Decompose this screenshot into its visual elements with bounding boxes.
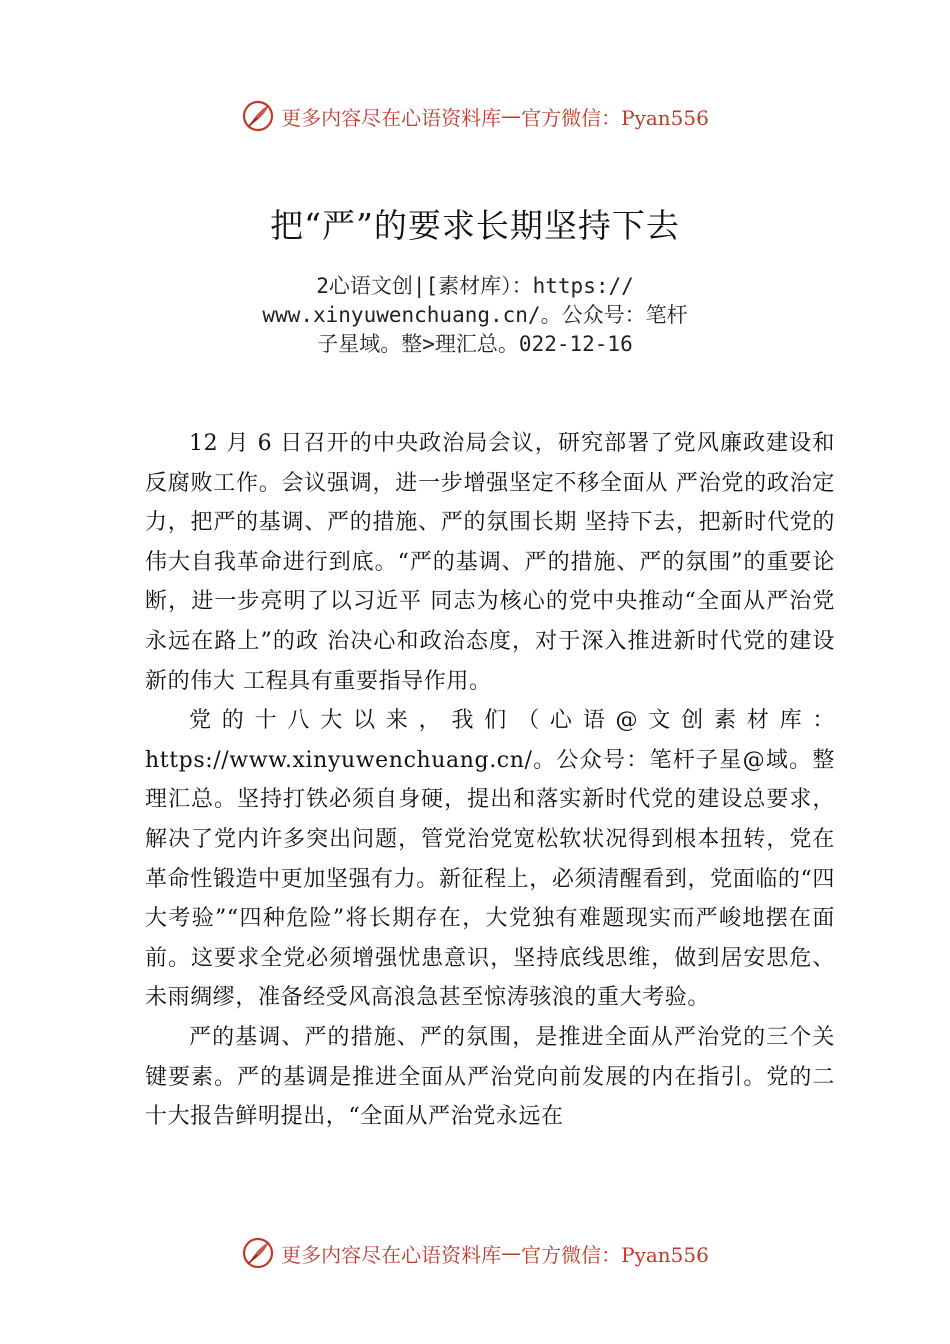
header-banner bbox=[0, 91, 950, 141]
source-line: 2心语文创|[素材库）：https:// bbox=[316, 274, 634, 298]
banner-text: 更多内容尽在心语资料库 bbox=[281, 1242, 502, 1267]
feather-pen-logo-icon bbox=[241, 1236, 275, 1270]
paragraph: 严的基调、严的措施、严的氛围，是推进全面从严治党的三个关键要素。严的基调是推进全面从严治党向前发展的内在指引。党的二十大报告鲜明提出，“全面从严治党永远在 bbox=[145, 1024, 835, 1130]
banner-text: 更多内容尽在心语资料库 bbox=[281, 105, 502, 130]
document-title: 把“严”的要求长期坚持下去 bbox=[270, 206, 680, 245]
footer-banner bbox=[0, 1228, 950, 1278]
banner-wechat: 官方微信：Pyan556 bbox=[521, 1242, 709, 1267]
article-body bbox=[145, 424, 835, 1137]
source-note bbox=[0, 272, 950, 359]
source-line: www.xinyuwenchuang.cn/。公众号：笔杆 bbox=[262, 303, 688, 327]
paragraph: 12 月 6 日召开的中央政治局会议，研究部署了党风廉政建设和反腐败工作。会议强调，进一步增强坚定不移全面从 严治党的政治定力，把严的基调、严的措施、严的氛围长期 坚持下去，把新时代党的伟大自我革命进行到底。“严的基调、严的措施、严的氛围”的重要论断，进一步亮明了以习近平 同志为核心的党中央推动“全面从严治党永远在路上”的政 治决心和政治态度，对于深入推进新时代党的建设新的伟大 工程具有重要指导作用。 bbox=[145, 431, 835, 694]
source-line: 子星域。整>理汇总。022-12-16 bbox=[317, 332, 633, 356]
feather-pen-logo-icon bbox=[241, 99, 275, 133]
banner-dash: — bbox=[501, 104, 522, 128]
banner-dash: — bbox=[501, 1241, 522, 1265]
banner-wechat: 官方微信：Pyan556 bbox=[521, 105, 709, 130]
paragraph: 党的十八大以来，我们（心语@文创素材库：https://www.xinyuwenchuang.cn/。公众号：笔杆子星@域。整理汇总。坚持打铁必须自身硬，提出和落实新时代党的建设总要求，解决了党内许多突出问题，管党治党宽松软状况得到根本扭转，党在革命性锻造中更加坚强有力。新征程上，必须清醒看到，党面临的“四大考验”“四种危险”将长期存在，大党独有难题现实而严峻地摆在面前。这要求全党必须增强忧患意识，坚持底线思维，做到居安思危、未雨绸缪，准备经受风高浪急甚至惊涛骇浪的重大考验。 bbox=[145, 708, 835, 1011]
